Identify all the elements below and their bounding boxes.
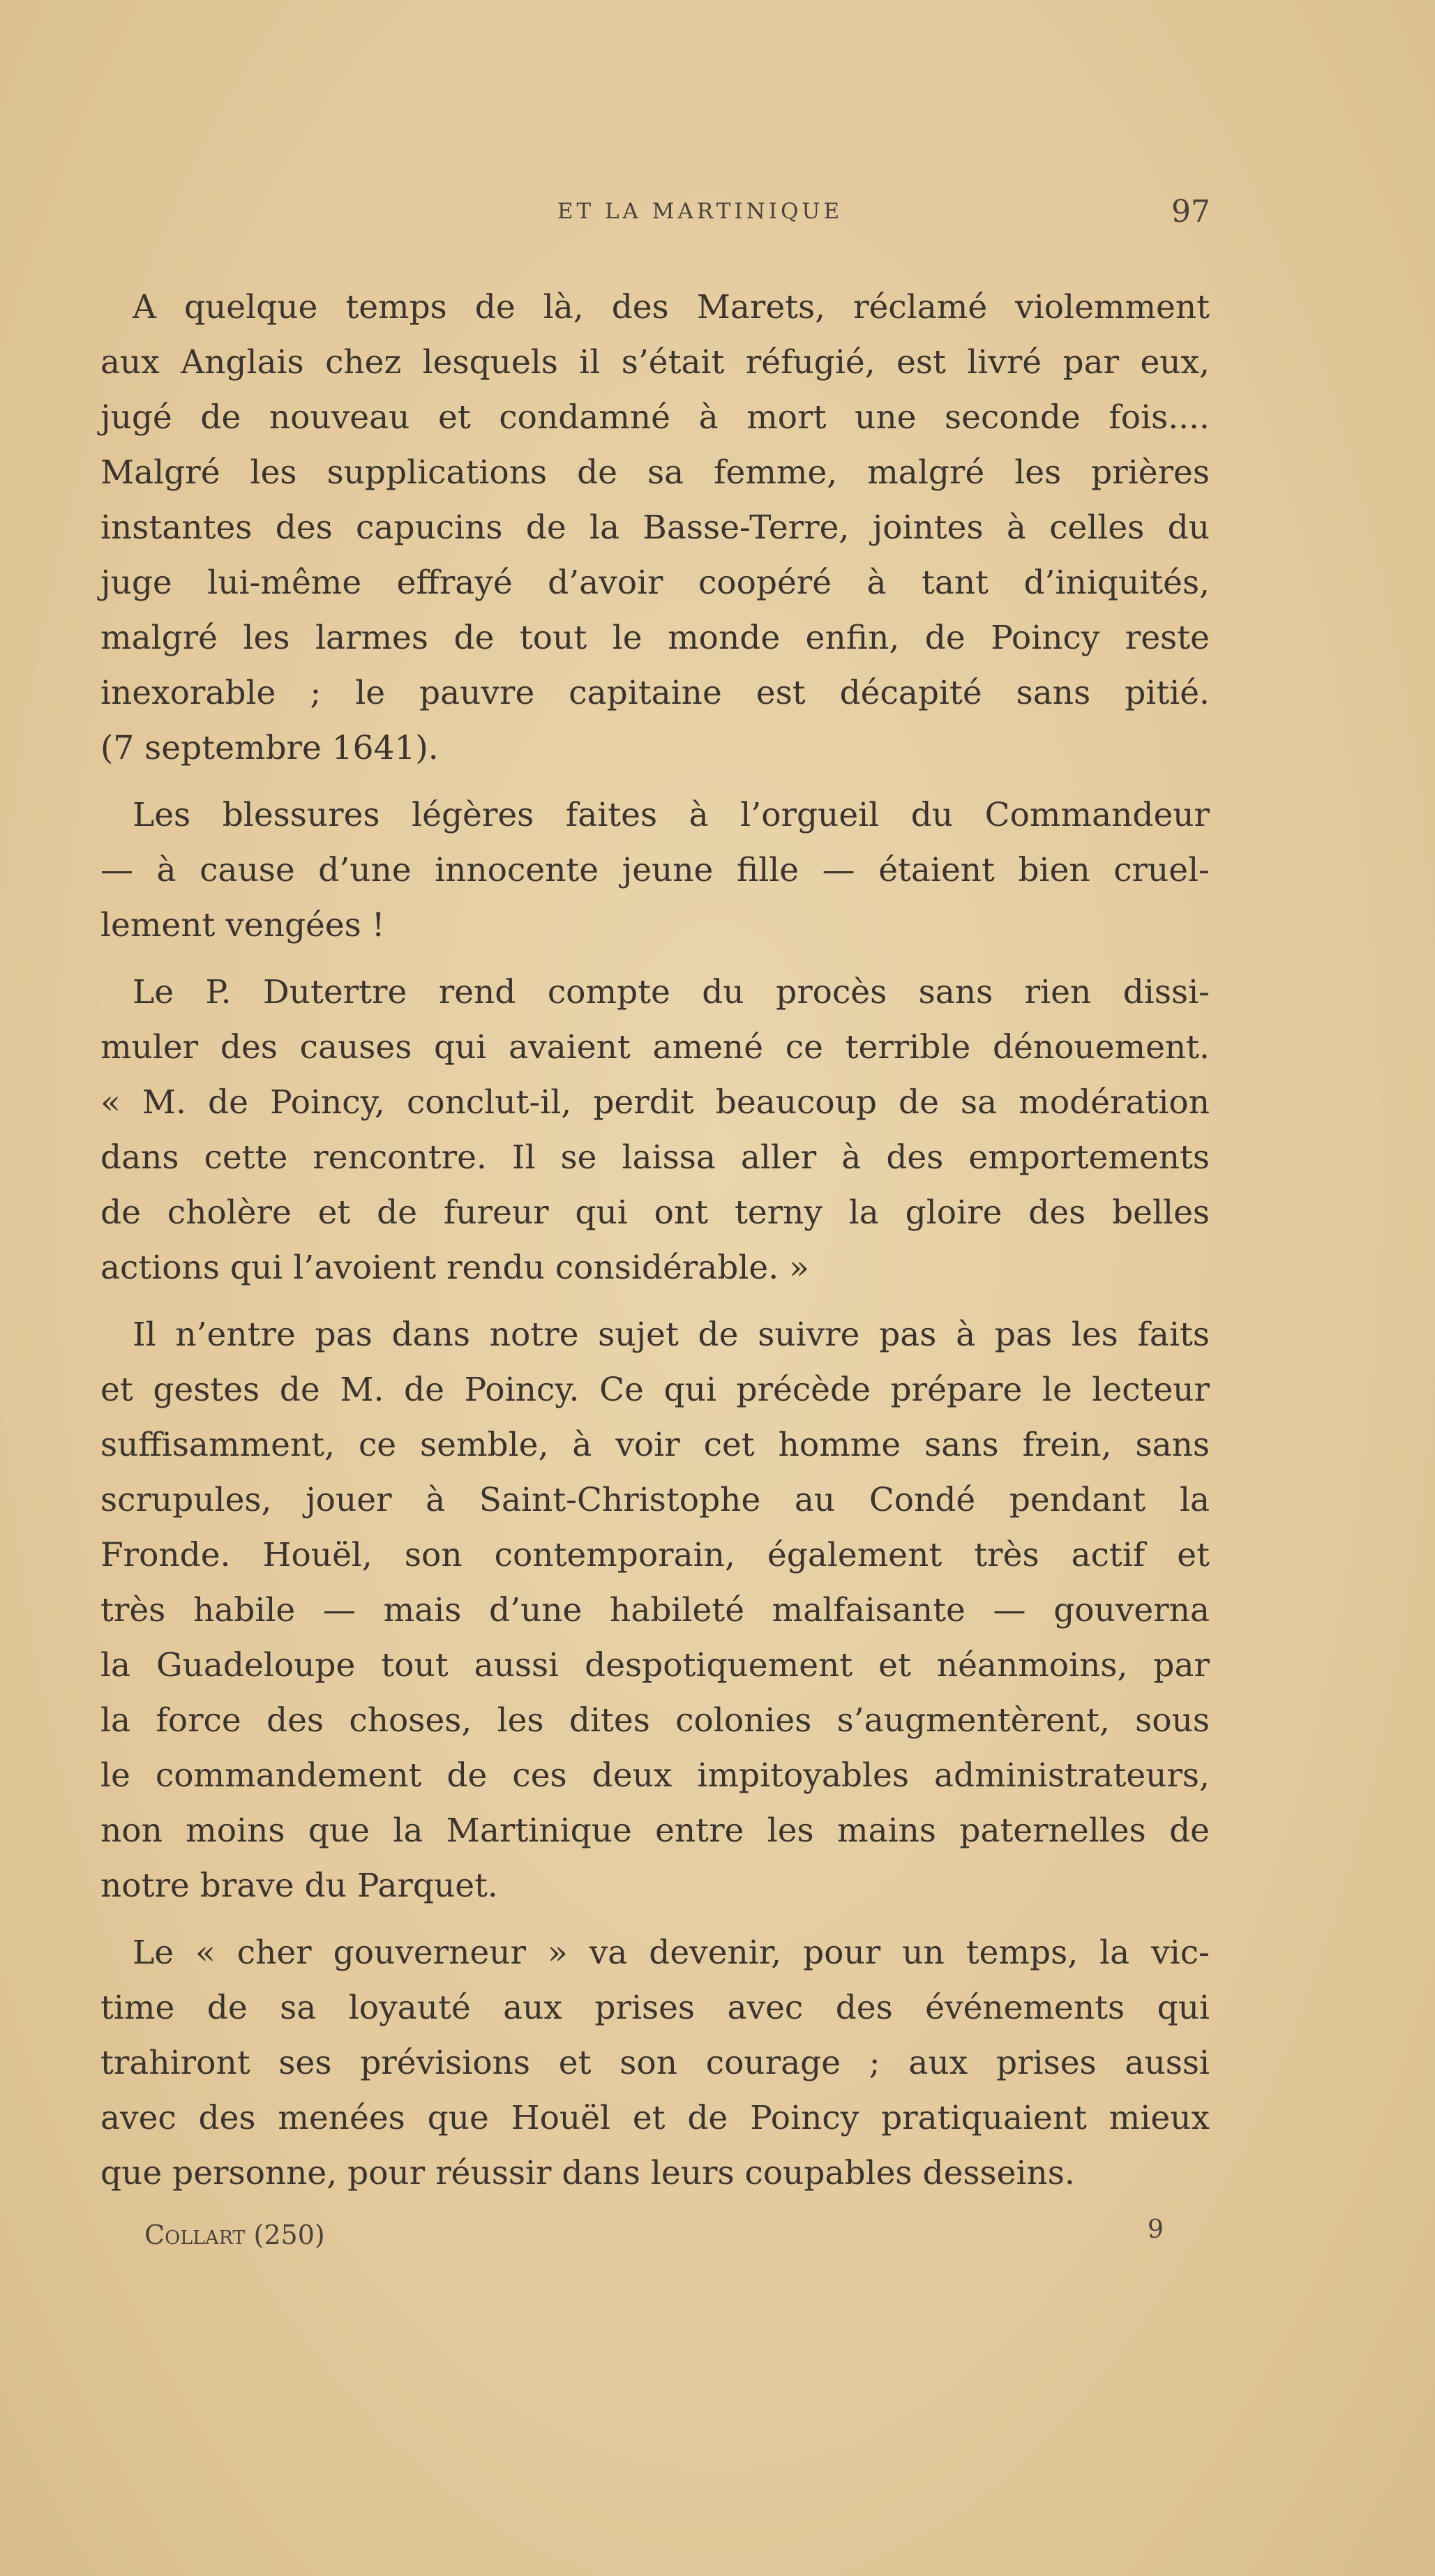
text-line: « M. de Poincy, conclut-il, perdit beaucoup de sa modération [100, 1083, 1210, 1122]
printer-signature: Collart (250) [144, 2220, 325, 2250]
text-line: muler des causes qui avaient amené ce terrible dénouement. [100, 1028, 1210, 1067]
text-line: Le P. Dutertre rend compte du procès sans rien dissi- [133, 973, 1210, 1011]
text-line: (7 septembre 1641). [100, 729, 439, 767]
text-line: la force des choses, les dites colonies s’augmentèrent, sous [100, 1701, 1210, 1740]
text-line: Malgré les supplications de sa femme, malgré les prières [100, 453, 1210, 492]
text-line: instantes des capucins de la Basse-Terre, jointes à celles du [100, 509, 1210, 547]
text-line: trahiront ses prévisions et son courage ; aux prises aussi [100, 2044, 1210, 2082]
running-title-text: ET LA MARTINIQUE [557, 199, 843, 224]
text-line: Les blessures légères faites à l’orgueil du Commandeur [133, 796, 1210, 834]
paragraph [100, 1307, 1210, 1913]
body-text [100, 280, 1210, 2213]
text-line: Il n’entre pas dans notre sujet de suivre pas à pas les faits [133, 1316, 1210, 1354]
paragraph [100, 1925, 1210, 2201]
text-line: aux Anglais chez lesquels il s’était réfugié, est livré par eux, [100, 343, 1210, 382]
text-line: le commandement de ces deux impitoyables administrateurs, [100, 1756, 1210, 1795]
text-line: la Guadeloupe tout aussi despotiquement et néanmoins, par [100, 1646, 1210, 1685]
text-line: que personne, pour réussir dans leurs coupables desseins. [100, 2154, 1075, 2192]
text-line: lement vengées ! [100, 906, 385, 944]
text-line: Fronde. Houël, son contemporain, également très actif et [100, 1536, 1210, 1574]
paragraph [100, 280, 1210, 776]
text-line: Le « cher gouverneur » va devenir, pour un temps, la vic- [133, 1934, 1210, 1972]
text-line: inexorable ; le pauvre capitaine est décapité sans pitié. [100, 674, 1210, 712]
text-line: et gestes de M. de Poincy. Ce qui précède prépare le lecteur [100, 1371, 1210, 1409]
text-line: malgré les larmes de tout le monde enfin, de Poincy reste [100, 619, 1210, 657]
paragraph [100, 965, 1210, 1295]
text-line: time de sa loyauté aux prises avec des événements qui [100, 1989, 1210, 2027]
text-line: suffisamment, ce semble, à voir cet homme sans frein, sans [100, 1426, 1210, 1464]
text-line: très habile — mais d’une habileté malfaisante — gouverna [100, 1591, 1210, 1629]
text-line: A quelque temps de là, des Marets, réclamé violemment [133, 288, 1210, 326]
running-title [0, 199, 1435, 224]
paragraph [100, 788, 1210, 953]
text-line: dans cette rencontre. Il se laissa aller à des emportements [100, 1138, 1210, 1177]
text-line: actions qui l’avoient rendu considérable. » [100, 1249, 809, 1287]
page-number: 97 [1171, 194, 1210, 229]
text-line: — à cause d’une innocente jeune fille — étaient bien cruel- [100, 851, 1210, 889]
text-line: non moins que la Martinique entre les mains paternelles de [100, 1812, 1210, 1850]
text-line: notre brave du Parquet. [100, 1867, 498, 1905]
text-line: juge lui-même effrayé d’avoir coopéré à tant d’iniquités, [100, 564, 1210, 602]
text-line: avec des menées que Houël et de Poincy pratiquaient mieux [100, 2099, 1210, 2137]
text-line: scrupules, jouer à Saint-Christophe au Condé pendant la [100, 1481, 1210, 1519]
text-line: jugé de nouveau et condamné à mort une seconde fois.... [100, 398, 1210, 437]
text-line: de cholère et de fureur qui ont terny la gloire des belles [100, 1193, 1210, 1232]
sheet-number: 9 [1148, 2215, 1164, 2244]
